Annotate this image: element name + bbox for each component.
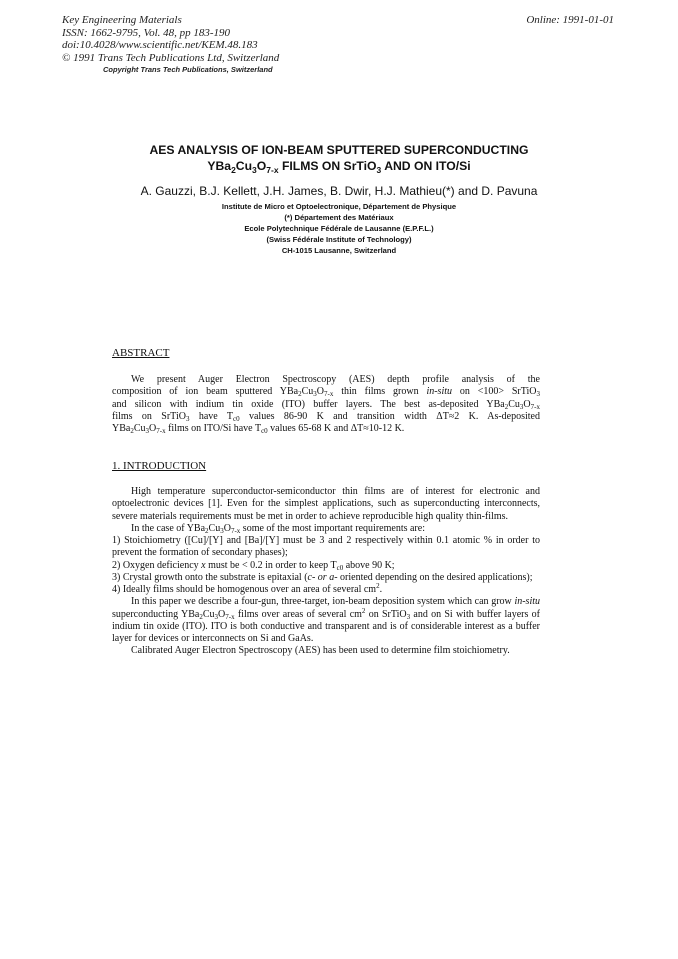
affiliation-line: Ecole Polytechnique Fédérale de Lausanne (E.P.F.L.) bbox=[244, 223, 434, 233]
requirement-item: 4) Ideally films should be homogenous over an area of several $cm^2$. bbox=[112, 582, 383, 595]
abstract-line: films on SrTiO$_3$ have $T_{c0}$ values 86-90 K and transition width ΔT≈2 K. As-deposited bbox=[112, 410, 540, 423]
requirement-item: 1) Stoichiometry ([Cu]/[Y] and [Ba]/[Y] must be 3 and 2 respectively within 0.1 atomic % in order to prevent the formation of secondary phases); bbox=[112, 535, 540, 559]
paper-title-line-1: AES ANALYSIS OF ION-BEAM SPUTTERED SUPERCONDUCTING bbox=[149, 143, 529, 157]
requirement-item: 3) Crystal growth onto the substrate is epitaxial (c- or a- oriented depending on the desired applications); bbox=[112, 571, 533, 583]
abstract-line: composition of ion beam sputtered $YBa_2Cu_3O_{7-x}$ thin films grown in-situ on <100> SrTiO$_3$ bbox=[112, 386, 540, 399]
paper-title-line-2: $YBa_2Cu_3O_{7-x}$ FILMS ON SrTiO$_3$ AND ON ITO/Si bbox=[207, 159, 471, 175]
paragraph: In this paper we describe a four-gun, three-target, ion-beam deposition system which can grow in-situ superconducting $YBa_2Cu_3O_{7-x}$ films over areas of several $cm^2$ on SrTiO$_3$ and on Si with buffer layers of indium tin oxide (ITO). ITO is both conductive and transparent and is of considerable interest as a buffer layer for devices or interconnects on Si and GaAs. bbox=[112, 596, 540, 644]
online-date: Online: 1991-01-01 bbox=[526, 14, 614, 26]
original-copyright-stamp: Copyright Trans Tech Publications, Switzerland bbox=[103, 65, 273, 74]
doi-line: doi:10.4028/www.scientific.net/KEM.48.183 bbox=[62, 39, 258, 52]
issn-line: ISSN: 1662-9795, Vol. 48, pp 183-190 bbox=[62, 26, 231, 39]
journal-name: Key Engineering Materials bbox=[62, 14, 182, 26]
requirement-item: 2) Oxygen deficiency x must be < 0.2 in order to keep $T_{c0}$ above 90 K; bbox=[112, 559, 395, 572]
abstract-line: $YBa_2Cu_3O_{7-x}$ films on ITO/Si have $T_{c0}$ values 65-68 K and ΔT≈10-12 K. bbox=[112, 423, 405, 435]
paragraph: In the case of $YBa_2Cu_3O_{7-x}$ some of the most important requirements are: bbox=[131, 522, 425, 535]
abstract-heading: ABSTRACT bbox=[112, 347, 170, 359]
copyright-line: © 1991 Trans Tech Publications Ltd, Switzerland bbox=[62, 51, 280, 64]
journal-header bbox=[62, 14, 279, 64]
author-list: A. Gauzzi, B.J. Kellett, J.H. James, B. Dwir, H.J. Mathieu(*) and D. Pavuna bbox=[140, 184, 538, 198]
paragraph: Calibrated Auger Electron Spectroscopy (AES) has been used to determine film stoichiometry. bbox=[131, 645, 510, 657]
affiliation-block bbox=[0, 202, 678, 257]
paragraph: High temperature superconductor-semiconductor thin films are of interest for electronic and optoelectronic devices [1]. Even for the simplest applications, such as superconducting interconnects, severe materials requirements must be met in order to achieve reproducible high quality thin-films. bbox=[112, 486, 540, 522]
introduction-body bbox=[112, 486, 540, 658]
abstract-body bbox=[112, 374, 540, 435]
affiliation-line: CH-1015 Lausanne, Switzerland bbox=[281, 245, 397, 255]
abstract-line: and silicon with indium tin oxide (ITO) buffer layers. The best as-deposited $YBa_2Cu_3O_{7-x}$ bbox=[112, 398, 540, 411]
affiliation-line: (Swiss Fédérale Institute of Technology) bbox=[266, 234, 412, 244]
affiliation-line: Institute de Micro et Optoelectronique, Département de Physique bbox=[221, 202, 457, 211]
introduction-heading: 1. INTRODUCTION bbox=[112, 460, 207, 472]
abstract-line: We present Auger Electron Spectroscopy (AES) depth profile analysis of the bbox=[131, 374, 540, 385]
affiliation-line: (*) Département des Matériaux bbox=[284, 212, 394, 222]
